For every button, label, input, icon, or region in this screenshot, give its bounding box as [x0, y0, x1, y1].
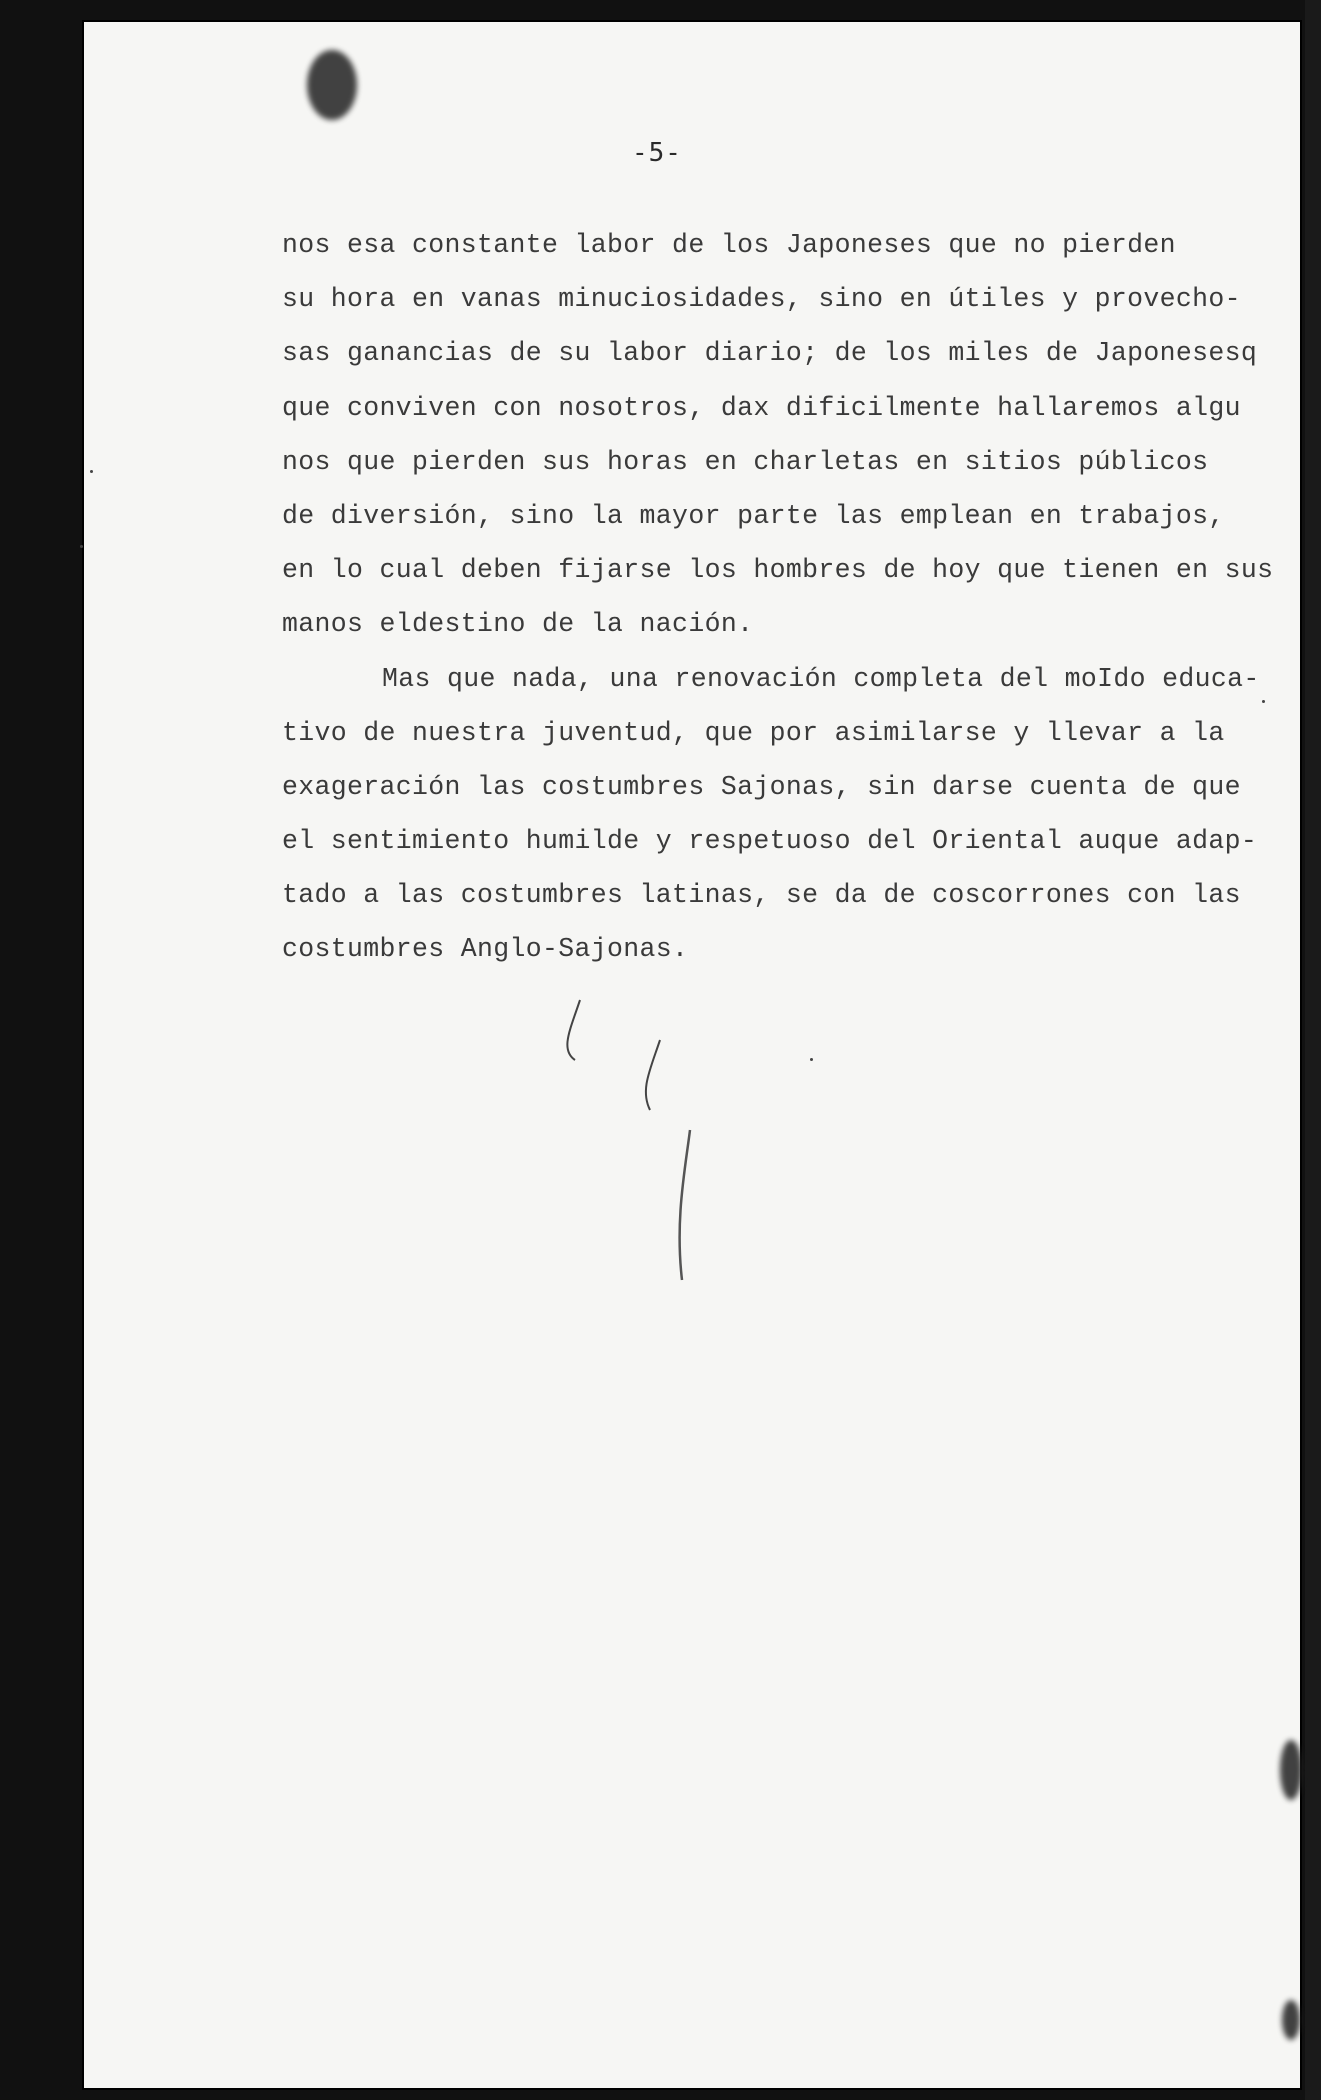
text-line: tado a las costumbres latinas, se da de coscorrones con las [282, 880, 1241, 911]
scan-edge [1305, 0, 1321, 2100]
ink-blot [1282, 2000, 1300, 2040]
text-line: el sentimiento humilde y respetuoso del Oriental auque adap- [282, 826, 1258, 857]
text-line: costumbres Anglo-Sajonas. [282, 934, 689, 965]
page-number: -5- [632, 138, 682, 168]
text-line: de diversión, sino la mayor parte las emplean en trabajos, [282, 500, 1225, 531]
speck [810, 1058, 813, 1061]
text-line: exageración las costumbres Sajonas, sin darse cuenta de que [282, 771, 1241, 802]
text-line: tivo de nuestra juventud, que por asimilarse y llevar a la [282, 717, 1225, 748]
text-line: Mas que nada, una renovación completa del moIdo educa- [382, 663, 1260, 694]
handwritten-mark [540, 990, 740, 1290]
speck [90, 470, 93, 473]
text-line: nos esa constante labor de los Japoneses que no pierden [282, 230, 1176, 260]
speck [80, 545, 83, 548]
text-line: que conviven con nosotros, dax dificilmente hallaremos algu [282, 392, 1241, 423]
text-line: en lo cual deben fijarse los hombres de hoy que tienen en sus [282, 555, 1274, 586]
speck [1262, 700, 1265, 703]
body-text [282, 218, 1272, 977]
text-line: manos eldestino de la nación. [282, 609, 754, 640]
text-line: su hora en vanas minuciosidades, sino en útiles y provecho- [282, 284, 1241, 315]
text-line: sas ganancias de su labor diario; de los miles de Japonesesq [282, 338, 1258, 369]
ink-blot [1280, 1740, 1302, 1800]
ink-blot [307, 50, 357, 120]
text-line: nos que pierden sus horas en charletas en sitios públicos [282, 446, 1209, 477]
